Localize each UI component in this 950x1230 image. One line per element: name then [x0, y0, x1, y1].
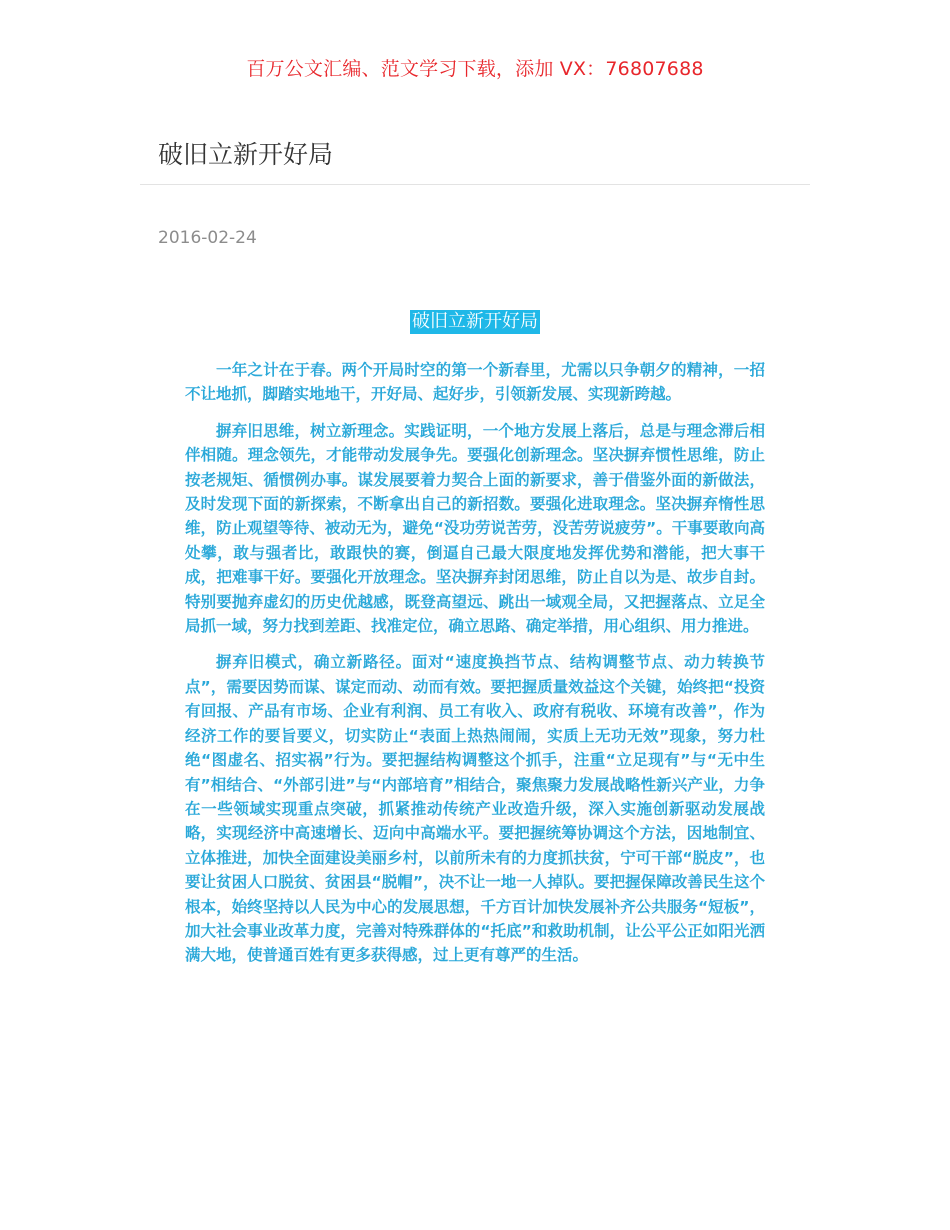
article-body: [185, 358, 765, 980]
promo-banner: 百万公文汇编、范文学习下载，添加 VX：76807688: [246, 58, 704, 80]
publish-date: 2016-02-24: [158, 228, 257, 248]
title-divider: [140, 184, 810, 185]
article-heading-container: [0, 310, 950, 334]
article-paragraph-3: 摒弃旧模式，确立新路径。面对“速度换挡节点、结构调整节点、动力转换节点”，需要因势而谋、谋定而动、动而有效。要把握质量效益这个关键，始终把“投资有回报、产品有市场、企业有利润、员工有收入、政府有税收、环境有改善”，作为经济工作的要旨要义，切实防止“表面上热热闹闹，实质上无功无效”现象，努力杜绝“图虚名、招实祸”行为。要把握结构调整这个抓手，注重“立足现有”与“无中生有”相结合、“外部引进”与“内部培育”相结合，聚焦聚力发展战略性新兴产业，力争在一些领域实现重点突破，抓紧推动传统产业改造升级，深入实施创新驱动发展战略，实现经济中高速增长、迈向中高端水平。要把握统筹协调这个方法，因地制宜、立体推进，加快全面建设美丽乡村，以前所未有的力度抓扶贫，宁可干部“脱皮”，也要让贫困人口脱贫、贫困县“脱帽”，决不让一地一人掉队。要把握保障改善民生这个根本，始终坚持以人民为中心的发展思想，千方百计加快发展补齐公共服务“短板”，加大社会事业改革力度，完善对特殊群体的“托底”和救助机制，让公平公正如阳光洒满大地，使普通百姓有更多获得感，过上更有尊严的生活。: [185, 653, 765, 965]
article-paragraph-1: 一年之计在于春。两个开局时空的第一个新春里，尤需以只争朝夕的精神，一招不让地抓，脚踏实地地干，开好局、起好步，引领新发展、实现新跨越。: [185, 361, 765, 404]
page-title: 破旧立新开好局: [158, 140, 334, 169]
article-paragraph-2: 摒弃旧思维，树立新理念。实践证明，一个地方发展上落后，总是与理念滞后相伴相随。理念领先，才能带动发展争先。要强化创新理念。坚决摒弃惯性思维，防止按老规矩、循惯例办事。谋发展要着力契合上面的新要求，善于借鉴外面的新做法，及时发现下面的新探索，不断拿出自己的新招数。要强化进取理念。坚决摒弃惰性思维，防止观望等待、被动无为，避免“没功劳说苦劳，没苦劳说疲劳”。干事要敢向高处攀，敢与强者比，敢跟快的赛，倒逼自己最大限度地发挥优势和潜能，把大事干成，把难事干好。要强化开放理念。坚决摒弃封闭思维，防止自以为是、故步自封。特别要抛弃虚幻的历史优越感，既登高望远、跳出一域观全局，又把握落点、立足全局抓一域，努力找到差距、找准定位，确立思路、确定举措，用心组织、用力推进。: [185, 421, 765, 636]
article-heading: 破旧立新开好局: [412, 311, 538, 332]
